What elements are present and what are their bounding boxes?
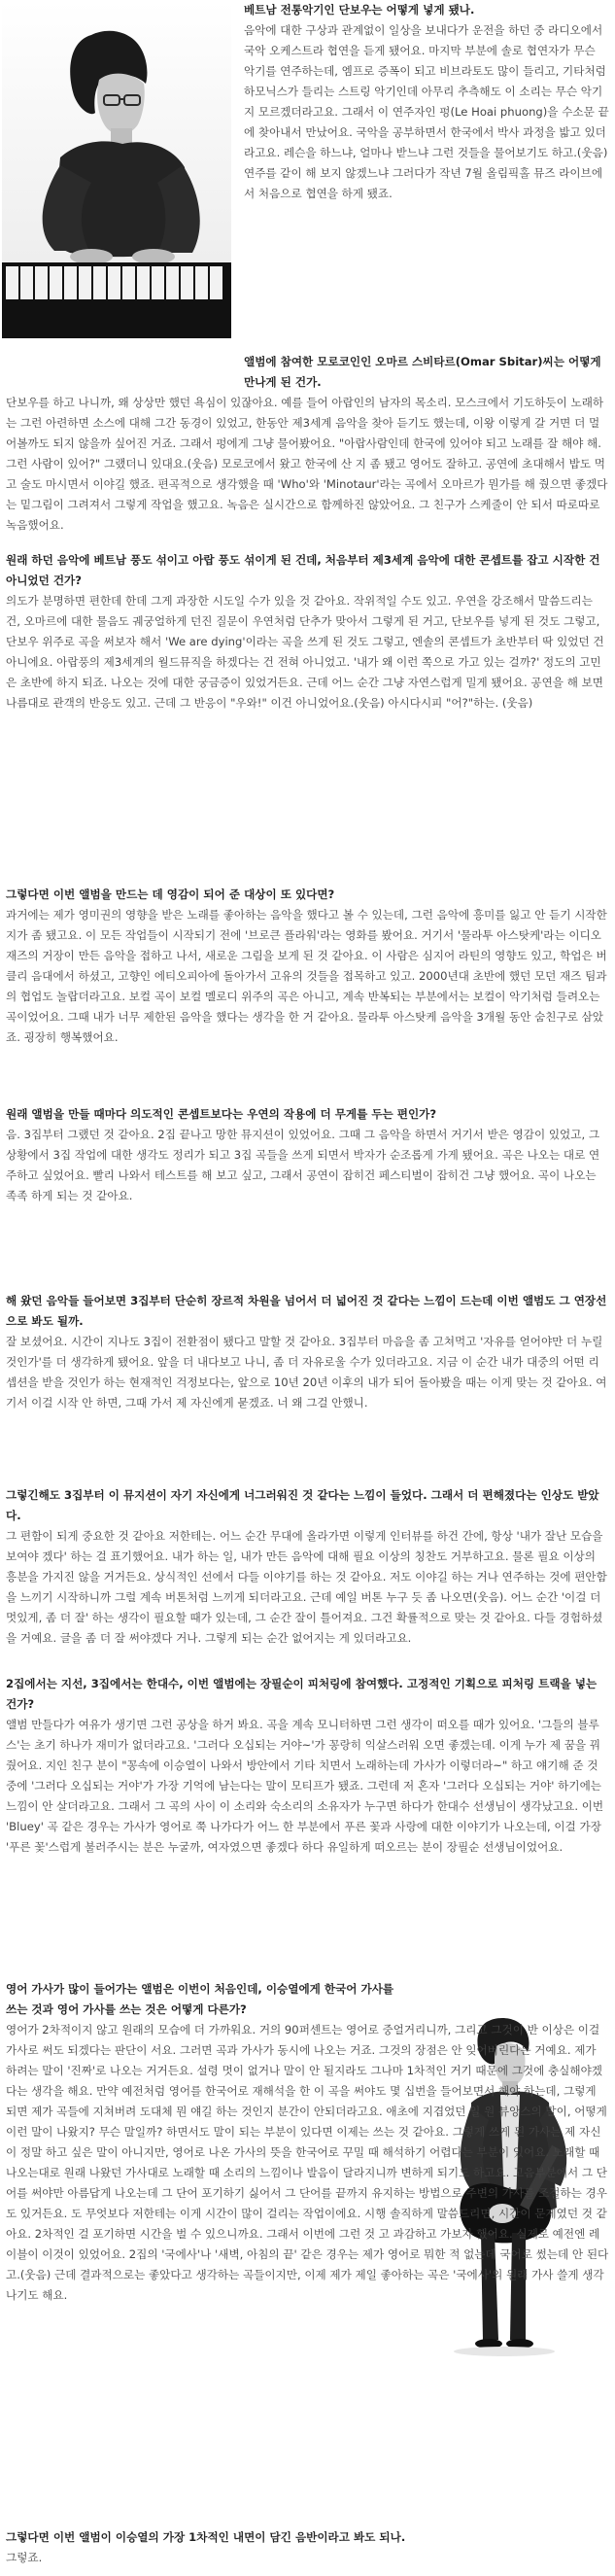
artist-photo-keyboard	[2, 2, 231, 338]
answer-2: 단보우를 하고 나니까, 왜 상상만 했던 욕심이 있잖아요. 예를 들어 아랍인의 남자의 목소리. 모스크에서 기도하듯이 노래하는 그런 아련하면 소스에 대해 그간 동경이 있었고, 한동안 제3세계 음악을 찾아 듣기도 했는데, 이왕 이렇게 갈 거면 더 멀어볼까도 되지 않을까 싶어진 거죠. 그래서 펑에게 그냥 물어봤어요. "아랍사람인데 한국에 있어야 되고 노래를 잘 해야 해. 그런 사람이 있어?" 그랬더니 있대요.(웃음) 모로코에서 왔고 한국에 산 지 좀 됐고 영어도 잘하고. 공연에 초대해서 밥도 먹고 술도 마시면서 이야길 했죠. 편곡적으로 생각했을 때 'Who'와 'Minotaur'라는 곡에서 오마르가 뭔가를 해 줬으면 좋겠다는 밑그림이 그려져서 그렇게 작업을 했고요. 녹음은 실시간으로 함께하진 않았어요. 그 친구가 스케줄이 안 되서 따로따로 녹음했어요.	[6, 396, 608, 532]
question-7: 그렇긴해도 3집부터 이 뮤지션이 자기 자신에게 너그러워진 것 같다는 느낌이 들었다. 그래서 더 편해졌다는 인상도 받았다.	[6, 1488, 599, 1522]
question-4: 그렇다면 이번 앨범을 만드는 데 영감이 되어 준 대상이 또 있다면?	[6, 888, 335, 901]
qa-section-1	[244, 0, 609, 204]
answer-8: 앨범 만들다가 여유가 생기면 그런 공상을 하거 봐요. 곡을 계속 모니터하면 그런 생각이 떠오를 때가 있어요. '그들의 블루스'는 초기 하나가 재미가 없더라고요. '그러다 오십되는 거야~'가 꽁랑히 익살스러워 오면 좋겠는데. 이게 누가 제 꿈을 꿔 줬어요. 지인 친구 분이 "꽁속에 이승열이 나와서 방안에서 기타 치면서 노래하는데 가사가 이렇더라~" 하고 얘기해 준 것 중에 '그러다 오십되는 거야'가 가장 기억에 남는다는 말이 모티프가 됐죠. 그런데 저 혼자 '그러다 오십되는 거야' 하기에는 느낌이 안 살더라고요. 그래서 그 곡의 사이 이 소리와 숙소리의 소유자가 누구면 하다가 한대수 선생님이 생각났고요. 이번 'Bluey' 곡 같은 경우는 가사가 영어로 쭉 나가다가 어느 한 부분에서 푸른 꽃과 사랑에 대한 이야기가 나오는데, 이걸 가장 '푸른 꽃'스럽게 불러주시는 분은 누굴까, 여자였으면 좋겠다 하다 유일하게 떠오르는 분이 장필순 선생님이었어요.	[6, 1718, 604, 1854]
qa-section-4	[6, 885, 609, 1048]
qa-section-9	[6, 1979, 609, 2306]
question-2: 앨범에 참여한 모로코인인 오마르 스비타르(Omar Sbitar)씨는 어떻게 만나게 된 건가.	[244, 355, 601, 389]
question-8: 2집에서는 지선, 3집에서는 한대수, 이번 앨범에는 장필순이 피처링에 참여했다. 고정적인 기획으로 피처링 트랙을 넣는 건가?	[6, 1677, 598, 1711]
qa-section-7	[6, 1485, 609, 1649]
qa-section-8	[6, 1674, 609, 1858]
question-6: 해 왔던 음악들 들어보면 3집부터 단순히 장르적 차원을 넘어서 더 넓어진 것 같다는 느낌이 드는데 이번 앨범도 그 연장선으로 봐도 될까.	[6, 1294, 607, 1328]
answer-9: 영어가 2차적이지 않고 원래의 모습에 더 가까워요. 거의 90퍼센트는 영어로 중얼거리니까, 그리고 그것이 반 이상은 이걸 가사로 써도 되겠다는 판단이 서요. 그러면 곡과 가사가 동시에 나오는 거죠. 그것의 장점은 안 잊어버린다는 거예요. 제가 하려는 말이 '진짜'로 나오는 거거든요. 설령 멋이 없거나 말이 안 될지라도 그나마 1차적인 거기 때문에 그것에 충실해야겠다는 생각을 해요. 만약 예전처럼 영어를 한국어로 재해석을 한 이 곡을 써야도 몇 십번을 들어보면서 해야 하는데, 그렇게 되면 제가 곡들에 지쳐버려 도대체 뭔 얘길 하는 것인지 분간이 안되더라고요. 애초에 지겹었던 일 원 뷰앙스의 말이, 어떻게 이런 말이 나왔지? 무슨 말일까? 하면서도 말이 되는 부분이 있다면 이제는 쓰는 것 같아요. 그렇게 쓰게 된 가사는 제 자신이 정말 하고 싶은 말이 아니지만, 영어로 나온 가사의 뜻을 한국어로 꾸밀 때 해석하기 어렵다는 부분이 있어요. 노래할 때 나오는대로 원래 나왔던 가사대로 노래할 때 소리의 느낌이나 발음이 달라지니까 변하게 되기도 하고요. 고음부분에서 그 단어를 써야만 아름답게 나오는데 그 단어 포기하기 싫어서 그 단어를 끝까지 유지하는 방법으로 주변의 가사를 조절하는 경우도 있거든요. 도 무엇보다 저한테는 이게 시간이 많이 걸리는 작업이에요. 시행 솔직하게 말씀드리면, 시간이 문제였던 것 같아요. 2차적인 걸 포기하면 시간을 벌 수 있으니까요. 그래서 이번에 그런 것 고 과감하고 가보자 했어요. 실제로 예전엔 레이블이 이것이 있었어요. 2집의 '국에사'나 '새벽, 아침의 끝' 같은 경우는 제가 영어로 뭐한 적 없는데 국어로 썼는데 안 된다고.(웃음) 근데 결과적으로는 좋았다고 생각하는 곡들이지만, 이제 제가 제일 좋아하는 곡은 '국에사'의 원래 가사 쓸게 생각나기도 해요.	[6, 2023, 609, 2302]
answer-1: 음악에 대한 구상과 관계없이 일상을 보내다가 운전을 하던 중 라디오에서 국악 오케스트라 협연을 듣게 됐어요. 마지막 부분에 솔로 협연자가 무슨 악기를 연주하는데, 엠프로 증폭이 되고 비브라토도 많이 들리고, 기타처럼 하모닉스가 들리는 스트링 악기인데 아무리 추측해도 이 소리는 무슨 악기지 모르겠더라고요. 그래서 이 연주자인 펑(Le Hoai phuong)을 수소문 끝에 찾아내서 만났어요. 국악을 공부하면서 한국에서 박사 과정을 밟고 있더라고요. 레슨을 하느냐, 얼마나 받느냐 그런 것들을 물어보기도 하고.(웃음) 연주를 같이 해 보지 않겠느냐 그러다가 작년 7월 올림픽홀 뮤즈 라이브에서 처음으로 협연을 하게 됐죠.	[244, 23, 609, 200]
qa-section-6	[6, 1291, 609, 1413]
question-10: 그렇다면 이번 앨범이 이승열의 가장 1차적인 내면이 담긴 음반이라고 봐도 되나.	[6, 2530, 406, 2544]
question-5: 원래 앨범을 만들 때마다 의도적인 콘셉트보다는 우연의 작용에 더 무게를 두는 편인가?	[6, 1107, 437, 1121]
answer-5: 음. 3집부터 그랬던 것 같아요. 2집 끝나고 망한 뮤지션이 있었어요. 그때 그 음악을 하면서 거기서 받은 영감이 있었고, 그 상황에서 3집 작업에 대한 생각도 정리가 되고 3집 곡들을 쓰게 되면서 박자가 순조롭게 가게 됐어요. 곡은 나오는 대로 연주하고 싶었어요. 빨리 나와서 테스트를 해 보고 싶고, 그래서 공연이 잡히건 페스티벌이 잡히건 그냥 했어요. 곡이 나오는 족족 하게 되는 것 같아요.	[6, 1128, 600, 1202]
qa-section-10	[6, 2527, 609, 2568]
qa-section-3	[6, 550, 609, 714]
qa-section-2	[6, 352, 609, 536]
question-1: 베트남 전통악기인 단보우는 어떻게 넣게 됐나.	[244, 3, 475, 17]
answer-3: 의도가 분명하면 편한데 한데 그게 과장한 시도일 수가 있을 것 같아요. 작위적일 수도 있고. 우연을 강조해서 말씀드리는 건, 오마르에 대한 물음도 궤궁얼하게 던진 질문이 우연처럼 단추가 맞아서 그렇게 된 거고, 단보우를 넣게 된 것도 그렇고, 단보우 위주로 곡을 써보자 해서 'We are dying'이라는 곡을 쓰게 된 것도 그렇고, 엔솔의 콘셉트가 초반부터 딱 있었던 건 아니에요. 아랍풍의 제3세계의 월드뮤직을 하겠다는 건 전혀 아니었고. '내가 왜 이런 쪽으로 가고 있는 걸까?' 정도의 고민은 초반에 하지 되죠. 나오는 것에 대한 궁금증이 있었거든요. 근데 어느 순간 그냥 자연스럽게 밀게 됐어요. 공연을 해 보면 나름대로 관객의 반응도 있고. 근데 그 반응이 "우와!" 이건 아니었어요.(웃음) 아시다시피 "어?"하는. (웃음)	[6, 594, 604, 710]
question-3: 원래 하던 음악에 베트남 풍도 섞이고 아랍 풍도 섞이게 된 건데, 처음부터 제3세계 음악에 대한 콘셉트를 잡고 시작한 건 아니었던 건가?	[6, 553, 600, 587]
question-9: 영어 가사가 많이 들어가는 앨범은 이번이 처음인데, 이승열에게 한국어 가사를 쓰는 것과 영어 가사를 쓰는 것은 어떻게 다른가?	[6, 1982, 394, 2016]
answer-10: 그렇죠.	[6, 2551, 43, 2564]
answer-4: 과거에는 제가 영미권의 영향을 받은 노래를 좋아하는 음악을 했다고 볼 수 있는데, 그런 음악에 흥미를 잃고 안 듣기 시작한 지가 좀 됐고요. 이 모든 작업들이 시작되기 전에 '브로큰 플라워'라는 영화를 봤어요. 거기서 '물라투 아스탓케'라는 이디오 재즈의 거장이 만든 음악을 접하고 나서, 새로운 그림을 보게 된 것 같아요. 이 사람은 심지어 라틴의 영향도 있고, 학업은 버클리 음대에서 하셨고, 고향인 에티오피아에 돌아가서 고유의 것들을 접목하고 있고. 2000년대 초반에 했던 모던 재즈 팀과의 협업도 놀랍더라고요. 보컬 곡이 보컬 멜로디 위주의 곡은 아니고, 계속 반복되는 부분에서는 보컬이 악기처럼 들려오는 곡이었어요. 그때 내가 너무 제한된 음악을 했다는 생각을 한 거 같아요. 물라투 아스탓케 음악을 3개월 동안 숨친구로 삼았죠. 굉장히 행복했어요.	[6, 908, 607, 1044]
answer-6: 잘 보셨어요. 시간이 지나도 3집이 전환점이 됐다고 말할 것 같아요. 3집부터 마음을 좀 고쳐먹고 '자유를 얻어야만 더 누릴 것인가'를 더 생각하게 됐어요. 앞을 더 내다보고 나니, 좀 더 자유로울 수가 있더라고요. 지금 이 순간 내가 대중의 어떤 리셉션을 받을 것인가 하는 현재적인 걱정보다는, 앞으로 10년 20년 이후의 내가 되어 돌아봤을 때는 이게 맞는 것 같아요. 여기서 이걸 시작 안 하면, 그때 가서 제 자신에게 묻겠죠. 너 왜 그걸 안했니.	[6, 1335, 607, 1410]
answer-7: 그 편함이 되게 중요한 것 같아요 저한테는. 어느 순간 무대에 올라가면 이렇게 인터뷰를 하건 간에, 항상 '내가 잘난 모습을 보여야 겠다' 하는 걸 표기했어요. 내가 하는 일, 내가 만든 음악에 대해 필요 이상의 칭찬도 거부하고요. 물론 필요 이상의 흥분을 가지진 않을 거거든요. 상식적인 선에서 다들 이야기를 하는 것 같아요. 저도 이야길 하는 거나 연주하는 것에 편안함을 느끼기 시작하니까 그럴 계속 버톤처럼 느끼게 되더라고요. 근데 예일 버톤 누구 듯 좀 나오면(웃음). 어느 순간 '이걸 더 멋있게, 좀 더 잘' 하는 생각이 필요할 때가 있는데, 그 순간 잘이 틀어져요. 그건 확률적으로 맞는 것 같아요. 다들 경험하셨을 거예요. 글을 좀 더 잘 써야겠다 거나. 그렇게 되는 순간 없어지는 게 있더라고요.	[6, 1529, 607, 1645]
qa-section-5	[6, 1104, 609, 1206]
